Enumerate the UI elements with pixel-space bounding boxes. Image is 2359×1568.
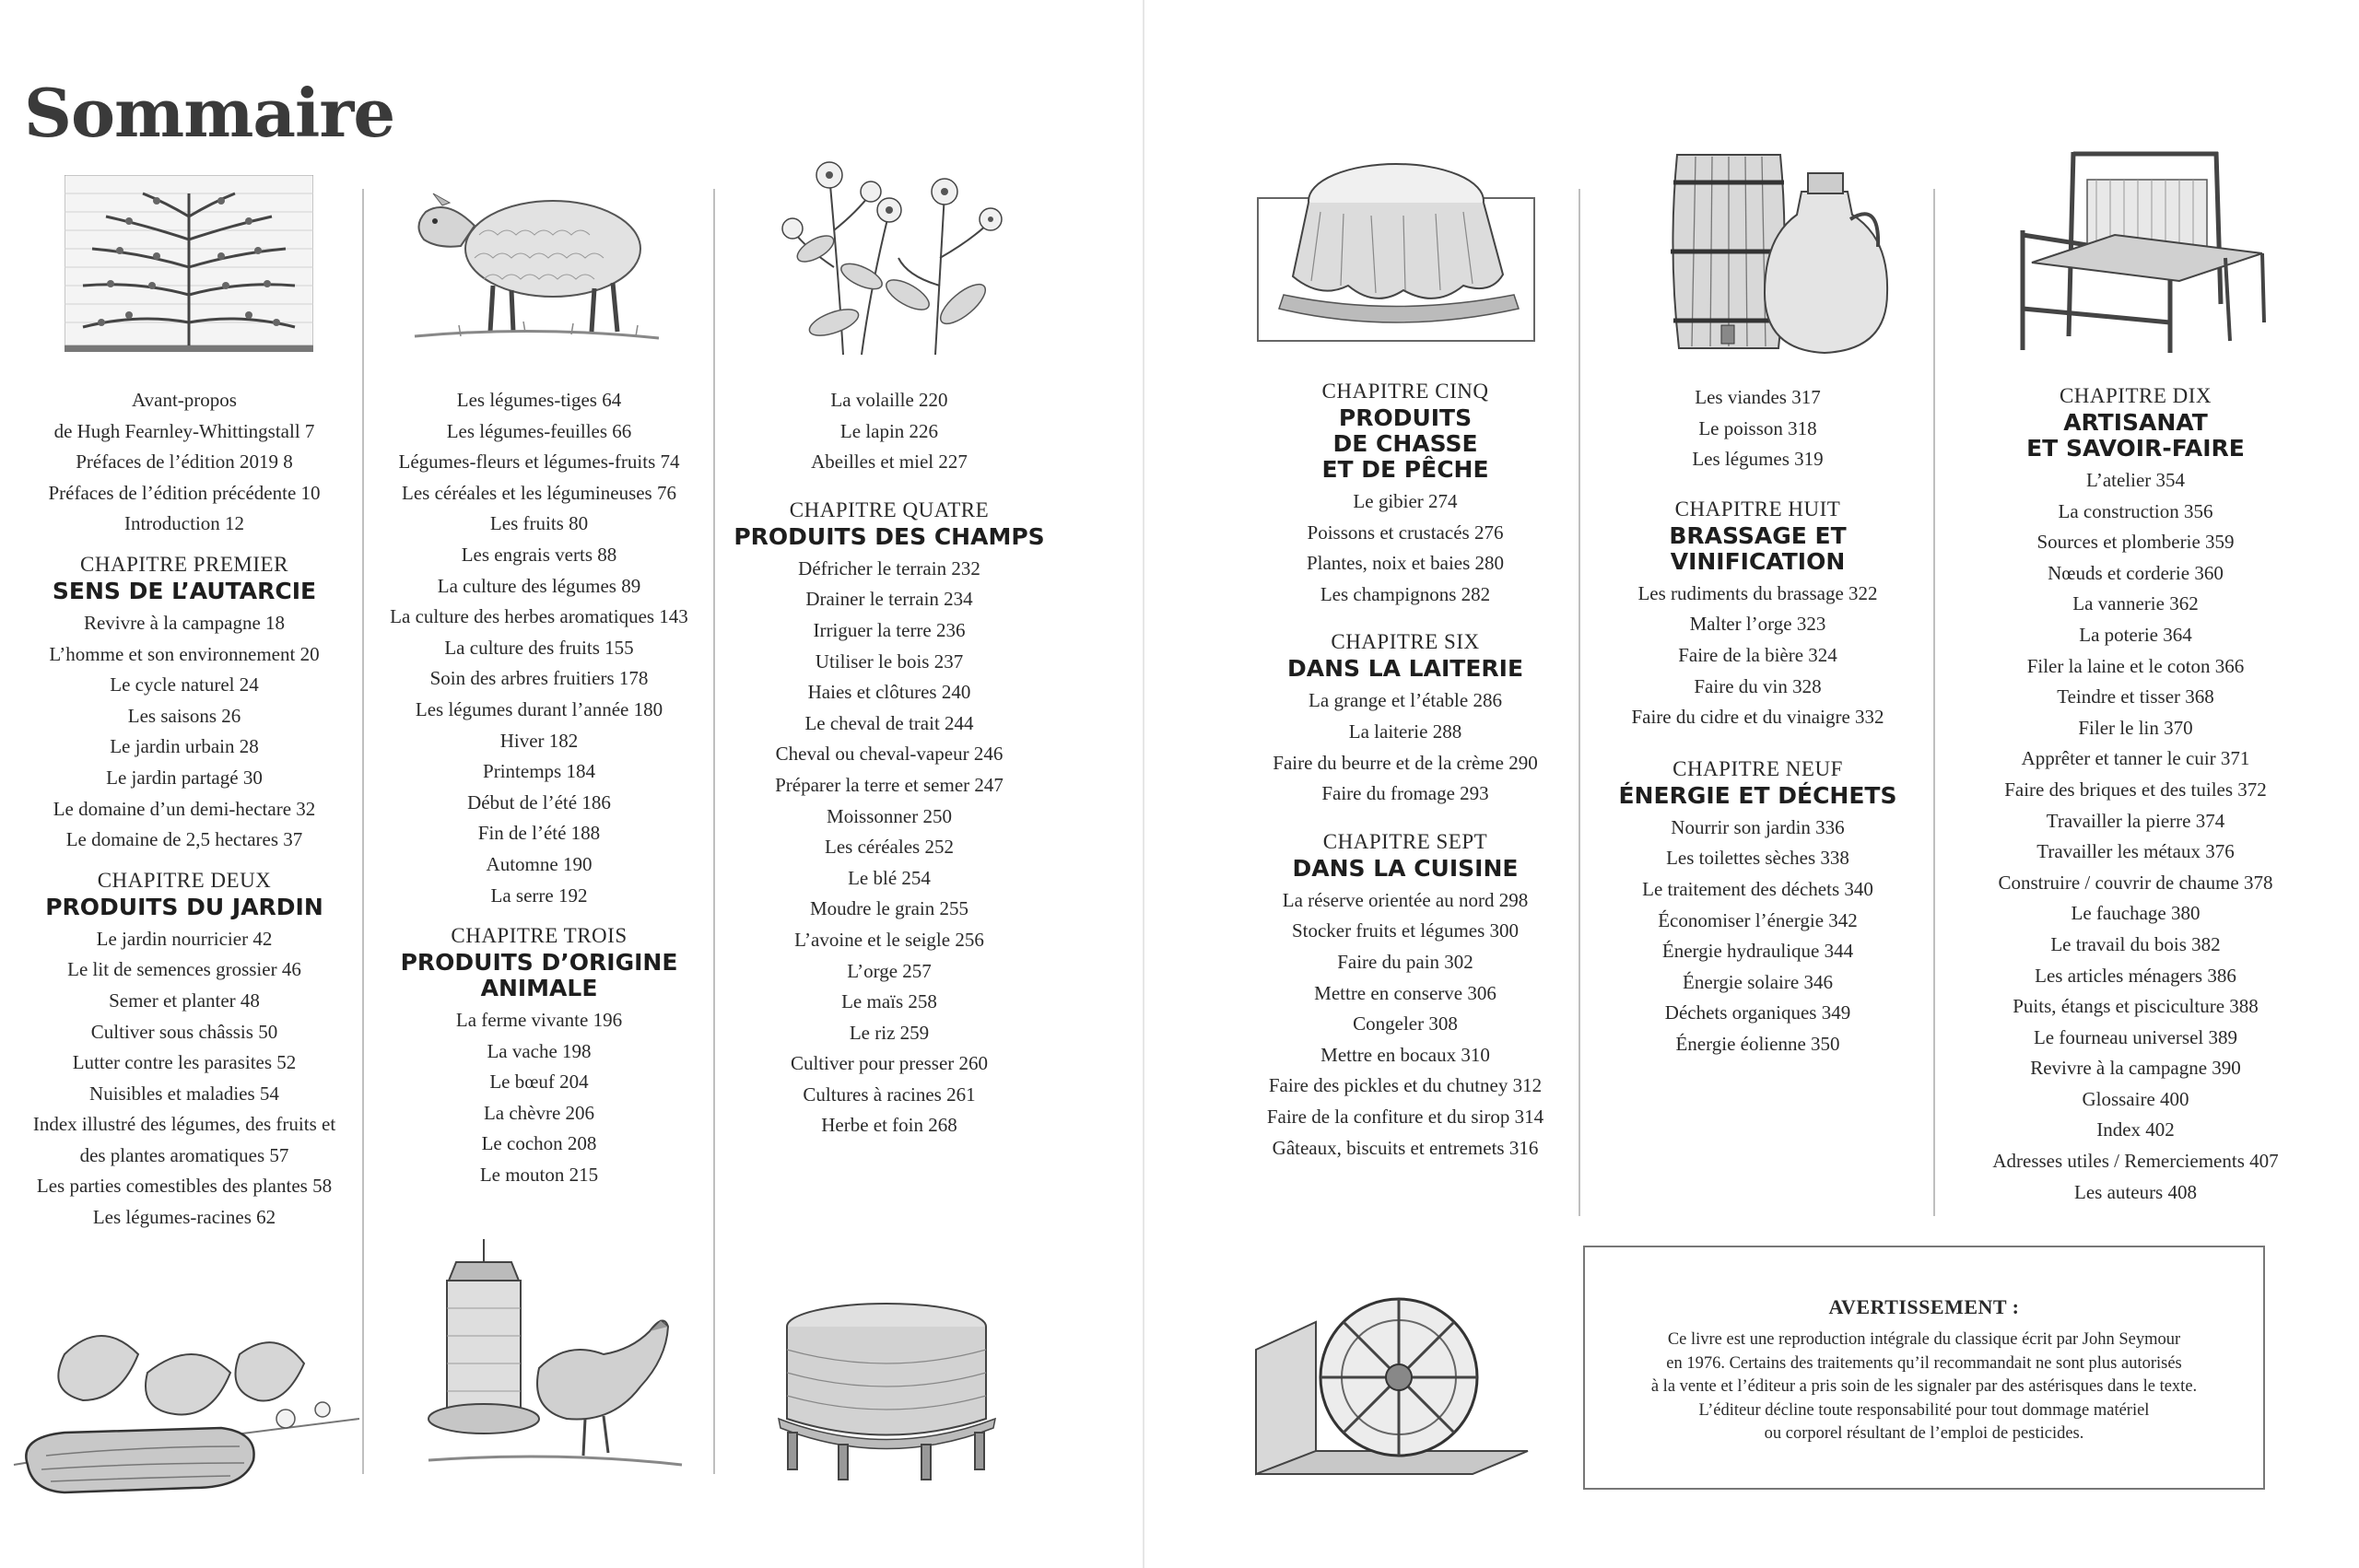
toc-entry[interactable]: Avant-propos xyxy=(132,389,237,411)
notice-line: Ce livre est une reproduction intégrale du classique écrit par John Seymour xyxy=(1667,1330,2181,1349)
toc-entry[interactable]: Mettre en conserve 306 xyxy=(1314,981,1496,1004)
toc-entry[interactable]: Hiver 182 xyxy=(499,729,579,752)
toc-entry[interactable]: Filer la laine et le coton 366 xyxy=(2026,654,2245,677)
toc-entry[interactable]: Le domaine de 2,5 hectares 37 xyxy=(65,828,303,851)
toc-entry[interactable]: Filer le lin 370 xyxy=(2078,716,2193,739)
toc-entry[interactable]: La chèvre 206 xyxy=(483,1101,595,1124)
column-divider xyxy=(713,189,715,1474)
notice-line: ou corporel résultant de l’emploi de pesticides. xyxy=(1764,1424,2084,1443)
chapter-heading[interactable]: ÉNERGIE ET DÉCHETS xyxy=(1618,781,1897,809)
toc-entry[interactable]: Les fruits 80 xyxy=(489,512,589,535)
toc-entry[interactable]: Gâteaux, biscuits et entremets 316 xyxy=(1272,1136,1539,1159)
toc-entry[interactable]: Le blé 254 xyxy=(848,866,931,889)
chapter-heading[interactable]: PRODUITS DU JARDIN xyxy=(45,893,323,920)
espalier-tree-illustration xyxy=(65,175,313,352)
toc-entry[interactable]: Nuisibles et maladies 54 xyxy=(89,1082,279,1105)
toc-entry[interactable]: Herbe et foin 268 xyxy=(821,1114,957,1137)
toc-entry[interactable]: Le lit de semences grossier 46 xyxy=(67,958,301,981)
toc-entry[interactable]: La poterie 364 xyxy=(2079,623,2192,646)
chapter-heading[interactable]: SENS DE L’AUTARCIE xyxy=(52,577,317,604)
toc-entry[interactable]: Le mouton 215 xyxy=(479,1164,599,1187)
toc-entry[interactable]: Faire du vin 328 xyxy=(1694,674,1822,697)
toc-entry[interactable]: Plantes, noix et baies 280 xyxy=(1306,552,1505,575)
toc-entry[interactable]: Puits, étangs et pisciculture 388 xyxy=(2013,995,2259,1018)
chapter-heading[interactable]: DANS LA LAITERIE xyxy=(1286,655,1524,683)
toc-entry[interactable]: La ferme vivante 196 xyxy=(455,1009,623,1032)
toc-entry[interactable]: Économiser l’énergie 342 xyxy=(1658,908,1858,931)
toc-entry[interactable]: La laiterie 288 xyxy=(1348,720,1462,743)
toc-entry[interactable]: Les céréales 252 xyxy=(825,836,954,859)
toc-entry[interactable]: Nourrir son jardin 336 xyxy=(1671,815,1845,838)
toc-entry[interactable]: Teindre et tisser 368 xyxy=(2057,685,2214,708)
waterwheel-illustration xyxy=(1251,1285,1537,1479)
toc-entry[interactable]: Les viandes 317 xyxy=(1695,386,1821,408)
page-gutter xyxy=(1143,0,1144,1568)
toc-entry[interactable]: La vannerie 362 xyxy=(2072,592,2199,615)
haystack-staddle-illustration xyxy=(774,1299,1000,1483)
loom-illustration xyxy=(2004,143,2271,359)
toc-entry[interactable]: Stocker fruits et légumes 300 xyxy=(1291,919,1520,942)
toc-entry[interactable]: Glossaire 400 xyxy=(2082,1087,2189,1110)
chapter-label: CHAPITRE HUIT xyxy=(1674,497,1841,521)
toc-entry[interactable]: Les céréales et les légumineuses 76 xyxy=(402,481,676,504)
toc-entry[interactable]: Déchets organiques 349 xyxy=(1664,1001,1851,1024)
chapter-heading[interactable]: PRODUITS DES CHAMPS xyxy=(734,522,1045,550)
chapter-heading[interactable]: BRASSAGE ET xyxy=(1669,521,1847,549)
toc-entry[interactable]: Faire du fromage 293 xyxy=(1321,782,1489,805)
toc-entry[interactable]: Le lapin 226 xyxy=(839,419,939,442)
toc-entry[interactable]: Adresses utiles / Remerciements 407 xyxy=(1992,1150,2279,1173)
toc-entry[interactable]: Le travail du bois 382 xyxy=(2050,932,2221,955)
toc-entry[interactable]: La volaille 220 xyxy=(830,389,948,411)
toc-entry[interactable]: La construction 356 xyxy=(2058,499,2213,522)
toc-entry[interactable]: Faire des briques et des tuiles 372 xyxy=(2004,778,2267,801)
toc-entry[interactable]: L’homme et son environnement 20 xyxy=(49,642,320,665)
cheese-cloth-illustration xyxy=(1256,157,1537,345)
toc-entry[interactable]: Les légumes-feuilles 66 xyxy=(446,419,632,442)
toc-entry[interactable]: Faire de la bière 324 xyxy=(1678,643,1837,666)
toc-entry[interactable]: La réserve orientée au nord 298 xyxy=(1282,888,1529,911)
toc-entry[interactable]: Index illustré des légumes, des fruits et xyxy=(32,1113,336,1136)
toc-entry[interactable]: Faire du pain 302 xyxy=(1337,950,1473,973)
toc-entry[interactable]: Drainer le terrain 234 xyxy=(805,588,973,611)
toc-entry[interactable]: des plantes aromatiques 57 xyxy=(79,1143,289,1166)
notice-title: AVERTISSEMENT : xyxy=(1828,1295,2020,1318)
toc-entry[interactable]: Printemps 184 xyxy=(483,760,595,783)
toc-column-3 xyxy=(719,385,1060,1141)
toc-entry[interactable]: Moudre le grain 255 xyxy=(809,897,969,920)
chapter-heading[interactable]: ET DE PÊCHE xyxy=(1321,456,1489,483)
warning-notice xyxy=(1583,1246,2265,1490)
herb-plants-illustration xyxy=(779,138,1009,359)
toc-entry[interactable]: La grange et l’étable 286 xyxy=(1309,689,1502,712)
toc-entry[interactable]: Les engrais verts 88 xyxy=(461,543,617,566)
toc-entry[interactable]: Apprêter et tanner le cuir 371 xyxy=(2021,747,2250,770)
toc-entry[interactable]: Cultiver pour presser 260 xyxy=(790,1052,989,1075)
toc-entry[interactable]: Poissons et crustacés 276 xyxy=(1307,521,1504,544)
chapter-label: CHAPITRE DIX xyxy=(2059,384,2212,407)
marrow-vegetable-illustration xyxy=(9,1317,359,1502)
barrel-and-jug-illustration xyxy=(1668,146,1894,362)
toc-entry[interactable]: Les toilettes sèches 338 xyxy=(1666,847,1849,870)
poultry-feeder-and-hen-illustration xyxy=(419,1239,687,1483)
column-divider xyxy=(1933,189,1935,1216)
toc-entry[interactable]: Les légumes 319 xyxy=(1692,448,1824,471)
toc-entry[interactable]: Revivre à la campagne 390 xyxy=(2030,1057,2241,1080)
toc-entry[interactable]: Semer et planter 48 xyxy=(109,989,260,1012)
toc-entry[interactable]: La culture des herbes aromatiques 143 xyxy=(390,605,688,628)
toc-entry[interactable]: Énergie hydraulique 344 xyxy=(1661,940,1854,963)
toc-entry[interactable]: L’orge 257 xyxy=(847,959,932,982)
toc-entry[interactable]: Le jardin nourricier 42 xyxy=(96,927,273,950)
toc-entry[interactable]: Fin de l’été 188 xyxy=(477,822,601,845)
toc-entry[interactable]: Le traitement des déchets 340 xyxy=(1642,877,1873,900)
toc-entry[interactable]: Le jardin partagé 30 xyxy=(106,766,263,789)
toc-entry[interactable]: Construire / couvrir de chaume 378 xyxy=(1998,871,2273,894)
toc-entry[interactable]: Le poisson 318 xyxy=(1698,416,1817,439)
toc-entry[interactable]: de Hugh Fearnley-Whittingstall 7 xyxy=(53,419,315,442)
toc-column-2 xyxy=(369,385,710,1191)
chapter-heading[interactable]: PRODUITS xyxy=(1338,404,1473,431)
toc-entry[interactable]: Les auteurs 408 xyxy=(2074,1180,2197,1203)
toc-entry[interactable]: Travailler les métaux 376 xyxy=(2036,840,2235,863)
toc-entry[interactable]: Soin des arbres fruitiers 178 xyxy=(429,667,649,690)
toc-entry[interactable]: Abeilles et miel 227 xyxy=(811,451,968,474)
chapter-heading[interactable]: DE CHASSE xyxy=(1332,430,1478,457)
toc-entry[interactable]: Le bœuf 204 xyxy=(489,1071,589,1094)
chapter-heading[interactable]: ET SAVOIR-FAIRE xyxy=(2026,435,2245,462)
toc-entry[interactable]: Les parties comestibles des plantes 58 xyxy=(36,1175,333,1198)
chapter-heading[interactable]: VINIFICATION xyxy=(1670,547,1846,575)
column-divider xyxy=(1579,189,1580,1216)
chapter-heading[interactable]: ANIMALE xyxy=(480,975,598,1002)
toc-entry[interactable]: Énergie solaire 346 xyxy=(1683,970,1833,993)
column-divider xyxy=(362,189,364,1474)
chapter-label: CHAPITRE SEPT xyxy=(1322,829,1488,853)
notice-line: en 1976. Certains des traitements qu’il recommandait ne sont plus autorisés xyxy=(1666,1353,2182,1373)
toc-entry[interactable]: Le domaine d’un demi-hectare 32 xyxy=(53,797,316,820)
sheep-illustration xyxy=(405,161,663,350)
toc-entry[interactable]: Utiliser le bois 237 xyxy=(815,649,964,673)
toc-column-4 xyxy=(1235,378,1576,1164)
toc-entry[interactable]: Préfaces de l’édition 2019 8 xyxy=(76,451,293,474)
toc-entry[interactable]: Automne 190 xyxy=(486,852,593,875)
chapter-label: CHAPITRE QUATRE xyxy=(789,497,990,521)
toc-entry[interactable]: La vache 198 xyxy=(487,1039,592,1062)
chapter-label: CHAPITRE SIX xyxy=(1331,630,1480,654)
chapter-label: CHAPITRE NEUF xyxy=(1672,756,1843,780)
toc-entry[interactable]: Les légumes-racines 62 xyxy=(92,1206,276,1229)
toc-entry[interactable]: Les articles ménagers 386 xyxy=(2035,964,2236,987)
toc-entry[interactable]: Moissonner 250 xyxy=(827,804,952,827)
toc-entry[interactable]: Travailler la pierre 374 xyxy=(2046,809,2225,832)
toc-entry[interactable]: Le riz 259 xyxy=(849,1021,930,1044)
page-title: Sommaire xyxy=(24,74,395,152)
toc-entry[interactable]: Le fourneau universel 389 xyxy=(2033,1025,2237,1048)
toc-entry[interactable]: Faire de la confiture et du sirop 314 xyxy=(1266,1105,1544,1128)
toc-entry[interactable]: Cultures à racines 261 xyxy=(803,1082,976,1106)
toc-entry[interactable]: Le cochon 208 xyxy=(481,1132,597,1155)
chapter-heading[interactable]: PRODUITS D’ORIGINE xyxy=(400,949,678,977)
chapter-label: CHAPITRE CINQ xyxy=(1321,380,1489,403)
toc-entry[interactable]: Faire des pickles et du chutney 312 xyxy=(1268,1074,1543,1097)
toc-entry[interactable]: Le maïs 258 xyxy=(841,990,937,1013)
toc-entry[interactable]: Les rudiments du brassage 322 xyxy=(1637,581,1878,604)
toc-entry[interactable]: Congeler 308 xyxy=(1353,1012,1458,1036)
toc-entry[interactable]: Les champignons 282 xyxy=(1320,582,1491,605)
chapter-label: CHAPITRE PREMIER xyxy=(80,552,288,576)
toc-column-5 xyxy=(1585,382,1931,1060)
toc-entry[interactable]: Les saisons 26 xyxy=(127,704,241,727)
toc-entry[interactable]: L’avoine et le seigle 256 xyxy=(794,928,984,951)
toc-entry[interactable]: Le cheval de trait 244 xyxy=(804,711,974,734)
toc-entry[interactable]: Nœuds et corderie 360 xyxy=(2048,561,2224,584)
toc-entry[interactable]: Début de l’été 186 xyxy=(467,790,611,813)
toc-entry[interactable]: Cultiver sous châssis 50 xyxy=(90,1020,278,1043)
toc-entry[interactable]: Défricher le terrain 232 xyxy=(798,556,980,579)
toc-entry[interactable]: Malter l’orge 323 xyxy=(1689,613,1826,636)
toc-entry[interactable]: L’atelier 354 xyxy=(2085,469,2186,491)
toc-column-6 xyxy=(1940,382,2331,1208)
toc-entry[interactable]: La culture des fruits 155 xyxy=(444,636,634,659)
toc-entry[interactable]: La culture des légumes 89 xyxy=(437,574,641,597)
toc-entry[interactable]: Énergie éolienne 350 xyxy=(1675,1032,1840,1055)
toc-entry[interactable]: Index 402 xyxy=(2096,1118,2175,1141)
toc-entry[interactable]: Lutter contre les parasites 52 xyxy=(72,1051,297,1074)
toc-entry[interactable]: Sources et plomberie 359 xyxy=(2036,531,2235,554)
toc-entry[interactable]: Le gibier 274 xyxy=(1353,490,1458,512)
toc-entry[interactable]: Préparer la terre et semer 247 xyxy=(775,773,1003,796)
toc-entry[interactable]: Faire du beurre et de la crème 290 xyxy=(1273,751,1538,774)
toc-entry[interactable]: Revivre à la campagne 18 xyxy=(83,611,286,634)
toc-column-1 xyxy=(9,385,359,1234)
toc-entry[interactable]: Légumes-fleurs et légumes-fruits 74 xyxy=(398,451,680,474)
toc-entry[interactable]: Le jardin urbain 28 xyxy=(110,735,259,758)
chapter-label: CHAPITRE DEUX xyxy=(97,868,272,892)
toc-entry[interactable]: Le cycle naturel 24 xyxy=(110,673,259,696)
toc-entry[interactable]: Préfaces de l’édition précédente 10 xyxy=(48,481,321,504)
toc-entry[interactable]: Haies et clôtures 240 xyxy=(807,681,971,704)
toc-entry[interactable]: Cheval ou cheval-vapeur 246 xyxy=(775,743,1003,766)
toc-entry[interactable]: Faire du cidre et du vinaigre 332 xyxy=(1631,706,1884,729)
toc-entry[interactable]: Irriguer la terre 236 xyxy=(813,618,966,641)
notice-line: L’éditeur décline toute responsabilité pour tout dommage matériel xyxy=(1698,1400,2150,1420)
toc-entry[interactable]: Les légumes durant l’année 180 xyxy=(415,697,663,720)
toc-entry[interactable]: Mettre en bocaux 310 xyxy=(1320,1043,1490,1066)
toc-entry[interactable]: Introduction 12 xyxy=(123,512,245,535)
toc-entry[interactable]: Les légumes-tiges 64 xyxy=(456,389,622,411)
chapter-label: CHAPITRE TROIS xyxy=(451,924,628,948)
chapter-heading[interactable]: ARTISANAT xyxy=(2063,409,2208,436)
toc-entry[interactable]: Le fauchage 380 xyxy=(2071,902,2201,925)
notice-line: à la vente et l’éditeur a pris soin de les signaler par des astérisques dans le texte. xyxy=(1650,1377,2198,1396)
toc-entry[interactable]: La serre 192 xyxy=(490,883,588,907)
chapter-heading[interactable]: DANS LA CUISINE xyxy=(1292,854,1519,882)
